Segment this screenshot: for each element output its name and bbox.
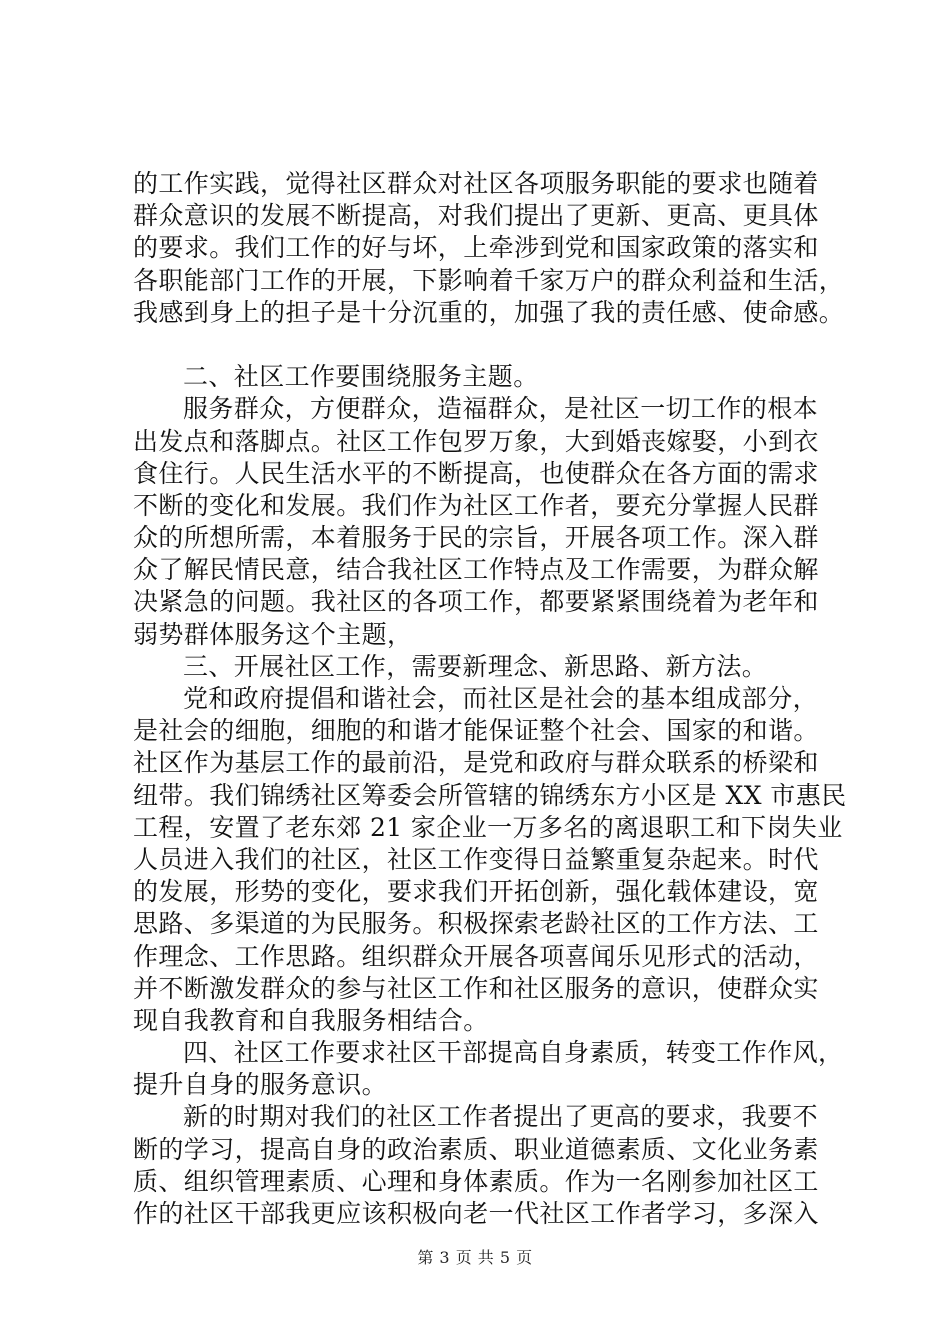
text-line: 决紧急的问题。我社区的各项工作，都要紧紧围绕着为老年和: [133, 587, 819, 617]
text-line: 我感到身上的担子是十分沉重的，加强了我的责任感、使命感。: [133, 297, 845, 327]
text-line: 的要求。我们工作的好与坏，上牵涉到党和国家政策的落实和: [133, 233, 819, 263]
text-line: 党和政府提倡和谐社会，而社区是社会的基本组成部分，: [183, 684, 819, 713]
section-heading: 四、社区工作要求社区干部提高自身素质，转变工作作风，: [183, 1038, 844, 1068]
text-line: 弱势群体服务这个主题，: [133, 619, 413, 649]
text-line: 的工作实践，觉得社区群众对社区各项服务职能的要求也随着: [133, 169, 819, 198]
page-number-footer: 第 3 页 共 5 页: [417, 1248, 533, 1267]
text-line: 是社会的细胞，细胞的和谐才能保证整个社会、国家的和谐。: [133, 716, 819, 746]
text-line: 并不断激发群众的参与社区工作和社区服务的意识，使群众实: [133, 973, 819, 1003]
text-line: 作的社区干部我更应该积极向老一代社区工作者学习，多深入: [133, 1199, 819, 1228]
text-line: 人员进入我们的社区，社区工作变得日益繁重复杂起来。时代: [133, 844, 819, 874]
body-text: [133, 168, 847, 1230]
text-line: 新的时期对我们的社区工作者提出了更高的要求，我要不: [183, 1102, 819, 1132]
text-line: 群众意识的发展不断提高，对我们提出了更新、更高、更具体: [133, 201, 819, 231]
text-line: 的发展，形势的变化，要求我们开拓创新，强化载体建设，宽: [133, 877, 819, 907]
text-line: 众的所想所需，本着服务于民的宗旨，开展各项工作。深入群: [133, 523, 819, 553]
text-line: 纽带。我们锦绣社区筹委会所管辖的锦绣东方小区是 XX 市惠民: [133, 780, 847, 810]
text-line: 思路、多渠道的为民服务。积极探索老龄社区的工作方法、工: [133, 909, 819, 939]
text-line: 社区作为基层工作的最前沿，是党和政府与群众联系的桥梁和: [133, 748, 819, 778]
text-line: 众了解民情民意，结合我社区工作特点及工作需要，为群众解: [133, 555, 819, 585]
paragraph-spacer: [133, 329, 833, 361]
text-line: 质、组织管理素质、心理和身体素质。作为一名刚参加社区工: [133, 1166, 819, 1196]
text-line: 提升自身的服务意识。: [133, 1070, 388, 1100]
text-line: 断的学习，提高自身的政治素质、职业道德素质、文化业务素: [133, 1134, 819, 1164]
text-line: 作理念、工作思路。组织群众开展各项喜闻乐见形式的活动，: [133, 941, 819, 971]
text-line: 工程，安置了老东郊 21 家企业一万多名的离退职工和下岗失业: [133, 812, 843, 842]
text-line: 出发点和落脚点。社区工作包罗万象，大到婚丧嫁娶，小到衣: [133, 426, 819, 456]
text-line: 现自我教育和自我服务相结合。: [133, 1005, 489, 1035]
section-heading: 二、社区工作要围绕服务主题。: [183, 362, 539, 392]
text-line: 服务群众，方便群众，造福群众，是社区一切工作的根本: [183, 394, 819, 424]
text-line: 食住行。人民生活水平的不断提高，也使群众在各方面的需求: [133, 458, 819, 488]
section-heading: 三、开展社区工作，需要新理念、新思路、新方法。: [183, 651, 768, 681]
text-line: 各职能部门工作的开展，下影响着千家万户的群众利益和生活，: [133, 265, 845, 295]
text-line: 不断的变化和发展。我们作为社区工作者，要充分掌握人民群: [133, 490, 819, 520]
